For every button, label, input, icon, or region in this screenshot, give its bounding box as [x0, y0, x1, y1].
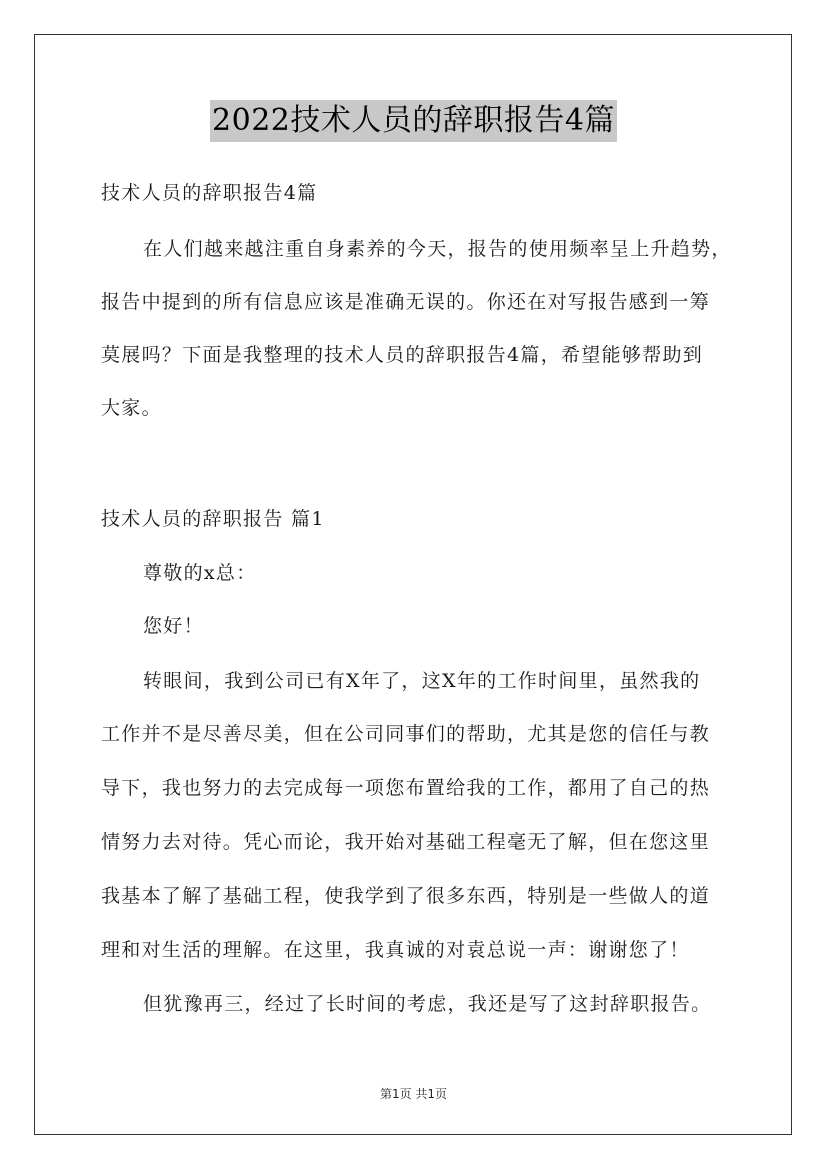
intro-line: 莫展吗？下面是我整理的技术人员的辞职报告4篇，希望能够帮助到: [101, 344, 704, 366]
greeting: 您好！: [143, 615, 204, 637]
intro-line: 报告中提到的所有信息应该是准确无误的。你还在对写报告感到一筹: [101, 291, 711, 313]
intro-line: 在人们越来越注重自身素养的今天，报告的使用频率呈上升趋势，: [143, 238, 732, 260]
body-line: 情努力去对待。凭心而论，我开始对基础工程毫无了解，但在您这里: [101, 831, 711, 853]
body-line: 导下，我也努力的去完成每一项您布置给我的工作，都用了自己的热: [101, 777, 711, 799]
section-heading: 技术人员的辞职报告 篇1: [101, 508, 325, 530]
body-line: 我基本了解了基础工程，使我学到了很多东西，特别是一些做人的道: [101, 885, 711, 907]
body-line: 转眼间，我到公司已有X年了，这X年的工作时间里，虽然我的: [143, 670, 701, 692]
page-footer: 第1页 共1页: [379, 1087, 448, 1101]
salutation: 尊敬的x总：: [143, 562, 257, 584]
closing-line: 但犹豫再三，经过了长时间的考虑，我还是写了这封辞职报告。: [143, 993, 712, 1015]
title-container: [0, 100, 827, 142]
body-line: 工作并不是尽善尽美，但在公司同事们的帮助，尤其是您的信任与教: [101, 723, 711, 745]
document-title: 2022技术人员的辞职报告4篇: [210, 100, 617, 142]
document-subtitle: 技术人员的辞职报告4篇: [101, 182, 318, 204]
body-line: 理和对生活的理解。在这里，我真诚的对袁总说一声：谢谢您了！: [101, 939, 690, 961]
intro-line: 大家。: [101, 397, 162, 419]
